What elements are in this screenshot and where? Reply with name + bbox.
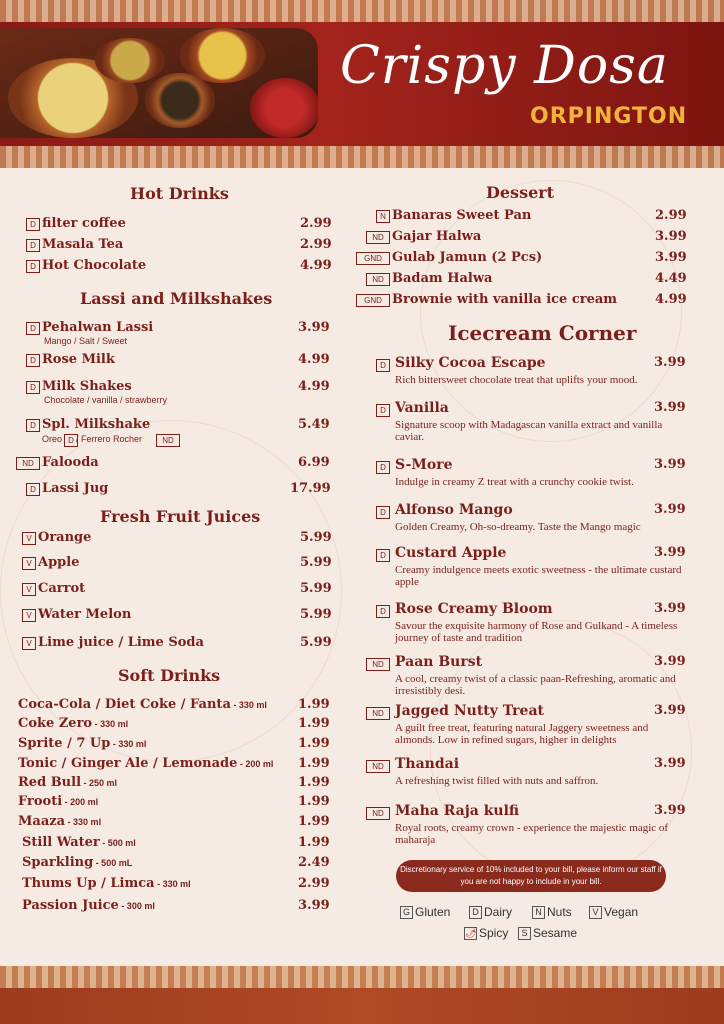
menu-item-price: 1.99 xyxy=(298,756,330,771)
drink-name: Still Water xyxy=(22,835,100,850)
drink-name: Frooti xyxy=(18,794,63,809)
menu-item-name xyxy=(22,898,155,913)
menu-item-price: 3.99 xyxy=(654,457,686,472)
menu-item-price: 4.49 xyxy=(655,271,687,286)
menu-item-price: 2.99 xyxy=(300,237,332,252)
legend-item xyxy=(532,905,572,919)
menu-item-price: 3.99 xyxy=(655,250,687,265)
menu-item-name xyxy=(22,876,191,891)
allergen-badge: D xyxy=(376,605,390,618)
menu-item-name: Rose Creamy Bloom xyxy=(395,601,553,617)
menu-item-name: Silky Cocoa Escape xyxy=(395,355,546,371)
allergen-badge: D xyxy=(26,354,40,367)
menu-item-price: 5.99 xyxy=(300,635,332,650)
section-title-dessert: Dessert xyxy=(486,183,555,202)
menu-item-name: Gajar Halwa xyxy=(392,229,482,244)
menu-item-name xyxy=(18,716,128,731)
allergen-badge: ND xyxy=(366,707,390,720)
menu-item-price: 2.99 xyxy=(298,876,330,891)
menu-item-description: A guilt free treat, featuring natural Jaggery sweetness and almonds. Low in refined sugars, higher in delights xyxy=(395,722,649,746)
legend-item xyxy=(400,905,450,919)
drink-name: Coca-Cola / Diet Coke / Fanta xyxy=(18,697,231,712)
legend-key: N xyxy=(532,906,545,919)
menu-item-name: S-More xyxy=(395,457,453,473)
allergen-badge: ND xyxy=(366,231,390,244)
menu-item-name: Vanilla xyxy=(395,400,449,416)
footer-border xyxy=(0,966,724,1024)
allergen-badge: D xyxy=(376,359,390,372)
allergen-badge: D xyxy=(26,483,40,496)
menu-item-options: Chocolate / vanilla / strawberry xyxy=(44,395,168,405)
menu-item-price: 1.99 xyxy=(298,697,330,712)
allergen-badge: V xyxy=(22,637,36,650)
brand-location: ORPINGTON xyxy=(530,104,688,129)
menu-item-description: Signature scoop with Madagascan vanilla extract and vanilla caviar. xyxy=(395,419,663,443)
chili-icon: 🌶 xyxy=(465,928,477,939)
menu-item-name: Banaras Sweet Pan xyxy=(392,208,532,223)
allergen-badge: N xyxy=(376,210,390,223)
header-banner xyxy=(0,0,724,168)
menu-item-description: Indulge in creamy Z treat with a crunchy cookie twist. xyxy=(395,476,634,488)
section-title-juices: Fresh Fruit Juices xyxy=(100,507,261,526)
drink-name: Sparkling xyxy=(22,855,94,870)
legend-key: S xyxy=(518,927,531,940)
menu-item-price: 3.99 xyxy=(654,400,686,415)
legend-label: Dairy xyxy=(484,905,513,919)
bowl-image xyxy=(250,78,318,138)
menu-item-description: Savour the exquisite harmony of Rose and Gulkand - A timeless journey of taste and tradition xyxy=(395,620,678,644)
menu-item-name: Spl. Milkshake xyxy=(42,417,151,432)
legend-label: Nuts xyxy=(547,905,572,919)
allergen-badge: V xyxy=(22,532,36,545)
menu-item-price: 1.99 xyxy=(298,716,330,731)
menu-item-name: Lassi Jug xyxy=(42,481,109,496)
menu-item-price: 3.99 xyxy=(654,803,686,818)
allergen-badge: D xyxy=(376,461,390,474)
allergen-badge: GND xyxy=(356,294,390,307)
legend-label: Spicy xyxy=(479,926,509,940)
menu-item-price: 3.99 xyxy=(654,601,686,616)
allergen-badge: ND xyxy=(16,457,40,470)
allergen-badge: D xyxy=(26,381,40,394)
allergen-badge: D xyxy=(26,239,40,252)
drink-name: Tonic / Ginger Ale / Lemonade xyxy=(18,756,238,771)
drink-volume: - 300 ml xyxy=(118,901,155,911)
menu-item-name: Water Melon xyxy=(38,607,132,622)
drink-name: Red Bull xyxy=(18,775,82,790)
menu-item-price: 3.99 xyxy=(298,898,330,913)
menu-item-name xyxy=(18,697,267,712)
menu-item-name: filter coffee xyxy=(42,216,126,231)
menu-item-price: 1.99 xyxy=(298,736,330,751)
allergen-badge: D xyxy=(64,434,78,447)
menu-item-name: Gulab Jamun (2 Pcs) xyxy=(392,250,543,265)
section-title-lassi: Lassi and Milkshakes xyxy=(80,289,273,308)
drink-volume: - 330 ml xyxy=(154,879,191,889)
menu-item-price: 1.99 xyxy=(298,794,330,809)
menu-item-price: 1.99 xyxy=(298,775,330,790)
brand-name: Crispy Dosa xyxy=(340,36,669,96)
brand-logo xyxy=(340,36,700,129)
menu-item-price: 2.99 xyxy=(655,208,687,223)
allergen-badge: D xyxy=(376,404,390,417)
menu-item-price: 4.99 xyxy=(300,258,332,273)
menu-item-name: Milk Shakes xyxy=(42,379,132,394)
menu-item-name: Custard Apple xyxy=(395,545,507,561)
drink-name: Maaza xyxy=(18,814,66,829)
menu-item-description: A refreshing twist filled with nuts and saffron. xyxy=(395,775,599,787)
legend-key: V xyxy=(589,906,602,919)
menu-item-price: 3.99 xyxy=(654,545,686,560)
drink-name: Thums Up / Limca xyxy=(22,876,155,891)
drink-volume: - 200 ml xyxy=(62,797,99,807)
allergen-badge: ND xyxy=(366,273,390,286)
menu-item-name: Maha Raja kulfi xyxy=(395,803,520,819)
allergen-badge: D xyxy=(376,549,390,562)
menu-item-price: 5.99 xyxy=(300,581,332,596)
section-title-soft-drinks: Soft Drinks xyxy=(118,666,221,685)
menu-item-price: 3.99 xyxy=(654,502,686,517)
decorative-border-bottom xyxy=(0,966,724,988)
menu-item-name xyxy=(18,794,98,809)
menu-item-price: 3.99 xyxy=(655,229,687,244)
menu-item-price: 2.99 xyxy=(300,216,332,231)
service-charge-note: Discretionary service of 10% included to your bill, please inform our staff if you are not happy to include in your bill. xyxy=(396,860,666,892)
drink-volume: - 330 ml xyxy=(65,817,102,827)
menu-item-name xyxy=(18,775,117,790)
bowl-image xyxy=(95,38,165,83)
allergen-badge: D xyxy=(26,218,40,231)
menu-item-name: Alfonso Mango xyxy=(395,502,513,518)
drink-volume: - 330 ml xyxy=(230,700,267,710)
drink-name: Coke Zero xyxy=(18,716,93,731)
decorative-border-top xyxy=(0,0,724,22)
allergen-badge: V xyxy=(22,609,36,622)
menu-item-name: Masala Tea xyxy=(42,237,124,252)
menu-item-price: 17.99 xyxy=(290,481,331,496)
menu-item-name xyxy=(22,855,132,870)
menu-item-name: Badam Halwa xyxy=(392,271,493,286)
menu-item-price: 3.99 xyxy=(298,320,330,335)
drink-volume: - 250 ml xyxy=(81,778,118,788)
allergen-badge: V xyxy=(22,557,36,570)
menu-item-price: 6.99 xyxy=(298,455,330,470)
allergen-badge: GND xyxy=(356,252,390,265)
section-title-hot-drinks: Hot Drinks xyxy=(130,184,229,203)
menu-item-description: Golden Creamy, Oh-so-dreamy. Taste the Mango magic xyxy=(395,521,641,533)
menu-item-name: Pehalwan Lassi xyxy=(42,320,154,335)
menu-item-price: 1.99 xyxy=(298,814,330,829)
legend-label: Gluten xyxy=(415,905,451,919)
legend-key: G xyxy=(400,906,413,919)
legend-item xyxy=(464,926,508,940)
drink-volume: - 330 ml xyxy=(110,739,147,749)
menu-item-name: Lime juice / Lime Soda xyxy=(38,635,204,650)
menu-item-price: 4.99 xyxy=(298,379,330,394)
menu-item-name xyxy=(18,736,146,751)
allergen-badge: ND xyxy=(366,807,390,820)
allergen-badge: D xyxy=(376,506,390,519)
menu-item-description: A cool, creamy twist of a classic paan-Refreshing, aromatic and irresistibly desi. xyxy=(395,673,676,697)
allergen-badge: ND xyxy=(366,658,390,671)
menu-item-name: Paan Burst xyxy=(395,654,483,670)
menu-item-price: 3.99 xyxy=(654,703,686,718)
menu-item-name: Rose Milk xyxy=(42,352,115,367)
drink-volume: - 500 mL xyxy=(93,858,133,868)
menu-item-description: Royal roots, creamy crown - experience the majestic magic of maharaja xyxy=(395,822,669,846)
menu-item-name: Apple xyxy=(38,555,80,570)
allergen-badge: D xyxy=(26,260,40,273)
legend-item xyxy=(518,926,577,940)
legend-item xyxy=(469,905,512,919)
menu-item-name xyxy=(22,835,136,850)
legend-item xyxy=(589,905,638,919)
allergen-badge: D xyxy=(26,322,40,335)
legend-key: D xyxy=(469,906,482,919)
menu-item-price: 5.49 xyxy=(298,417,330,432)
allergen-badge: V xyxy=(22,583,36,596)
menu-item-description: Rich bittersweet chocolate treat that uplifts your mood. xyxy=(395,374,638,386)
menu-item-price: 4.99 xyxy=(298,352,330,367)
menu-item-price: 5.99 xyxy=(300,555,332,570)
menu-item-price: 3.99 xyxy=(654,654,686,669)
section-title-icecream: Icecream Corner xyxy=(448,321,637,345)
allergen-badge: ND xyxy=(366,760,390,773)
menu-item-name: Jagged Nutty Treat xyxy=(395,703,544,719)
legend-label: Sesame xyxy=(533,926,578,940)
menu-item-name: Hot Chocolate xyxy=(42,258,147,273)
menu-item-name xyxy=(18,756,273,771)
menu-item-price: 5.99 xyxy=(300,607,332,622)
menu-item-name: Orange xyxy=(38,530,92,545)
menu-item-description: Creamy indulgence meets exotic sweetness - the ultimate custard apple xyxy=(395,564,682,588)
allergen-badge: ND xyxy=(156,434,180,447)
menu-item-options: / Ferrero Rocher xyxy=(76,434,143,444)
menu-item-price: 4.99 xyxy=(655,292,687,307)
menu-item-price: 1.99 xyxy=(298,835,330,850)
menu-item-name: Falooda xyxy=(42,455,99,470)
drink-name: Passion Juice xyxy=(22,898,119,913)
menu-item-price: 2.49 xyxy=(298,855,330,870)
food-photo xyxy=(0,28,318,138)
menu-item-options: Mango / Salt / Sweet xyxy=(44,336,128,346)
menu-item-price: 3.99 xyxy=(654,756,686,771)
legend-label: Vegan xyxy=(604,905,639,919)
decorative-border-header-bottom xyxy=(0,146,724,168)
drink-name: Sprite / 7 Up xyxy=(18,736,111,751)
menu-item-options: Oreo xyxy=(42,434,63,444)
drink-volume: - 200 ml xyxy=(237,759,274,769)
menu-item-name: Thandai xyxy=(395,756,460,772)
menu-item-name: Carrot xyxy=(38,581,86,596)
allergen-badge: D xyxy=(26,419,40,432)
drink-volume: - 330 ml xyxy=(92,719,129,729)
menu-item-name: Brownie with vanilla ice cream xyxy=(392,292,618,307)
menu-item-name xyxy=(18,814,101,829)
menu-item-price: 5.99 xyxy=(300,530,332,545)
drink-volume: - 500 ml xyxy=(99,838,136,848)
bowl-image xyxy=(145,73,215,128)
menu-item-price: 3.99 xyxy=(654,355,686,370)
